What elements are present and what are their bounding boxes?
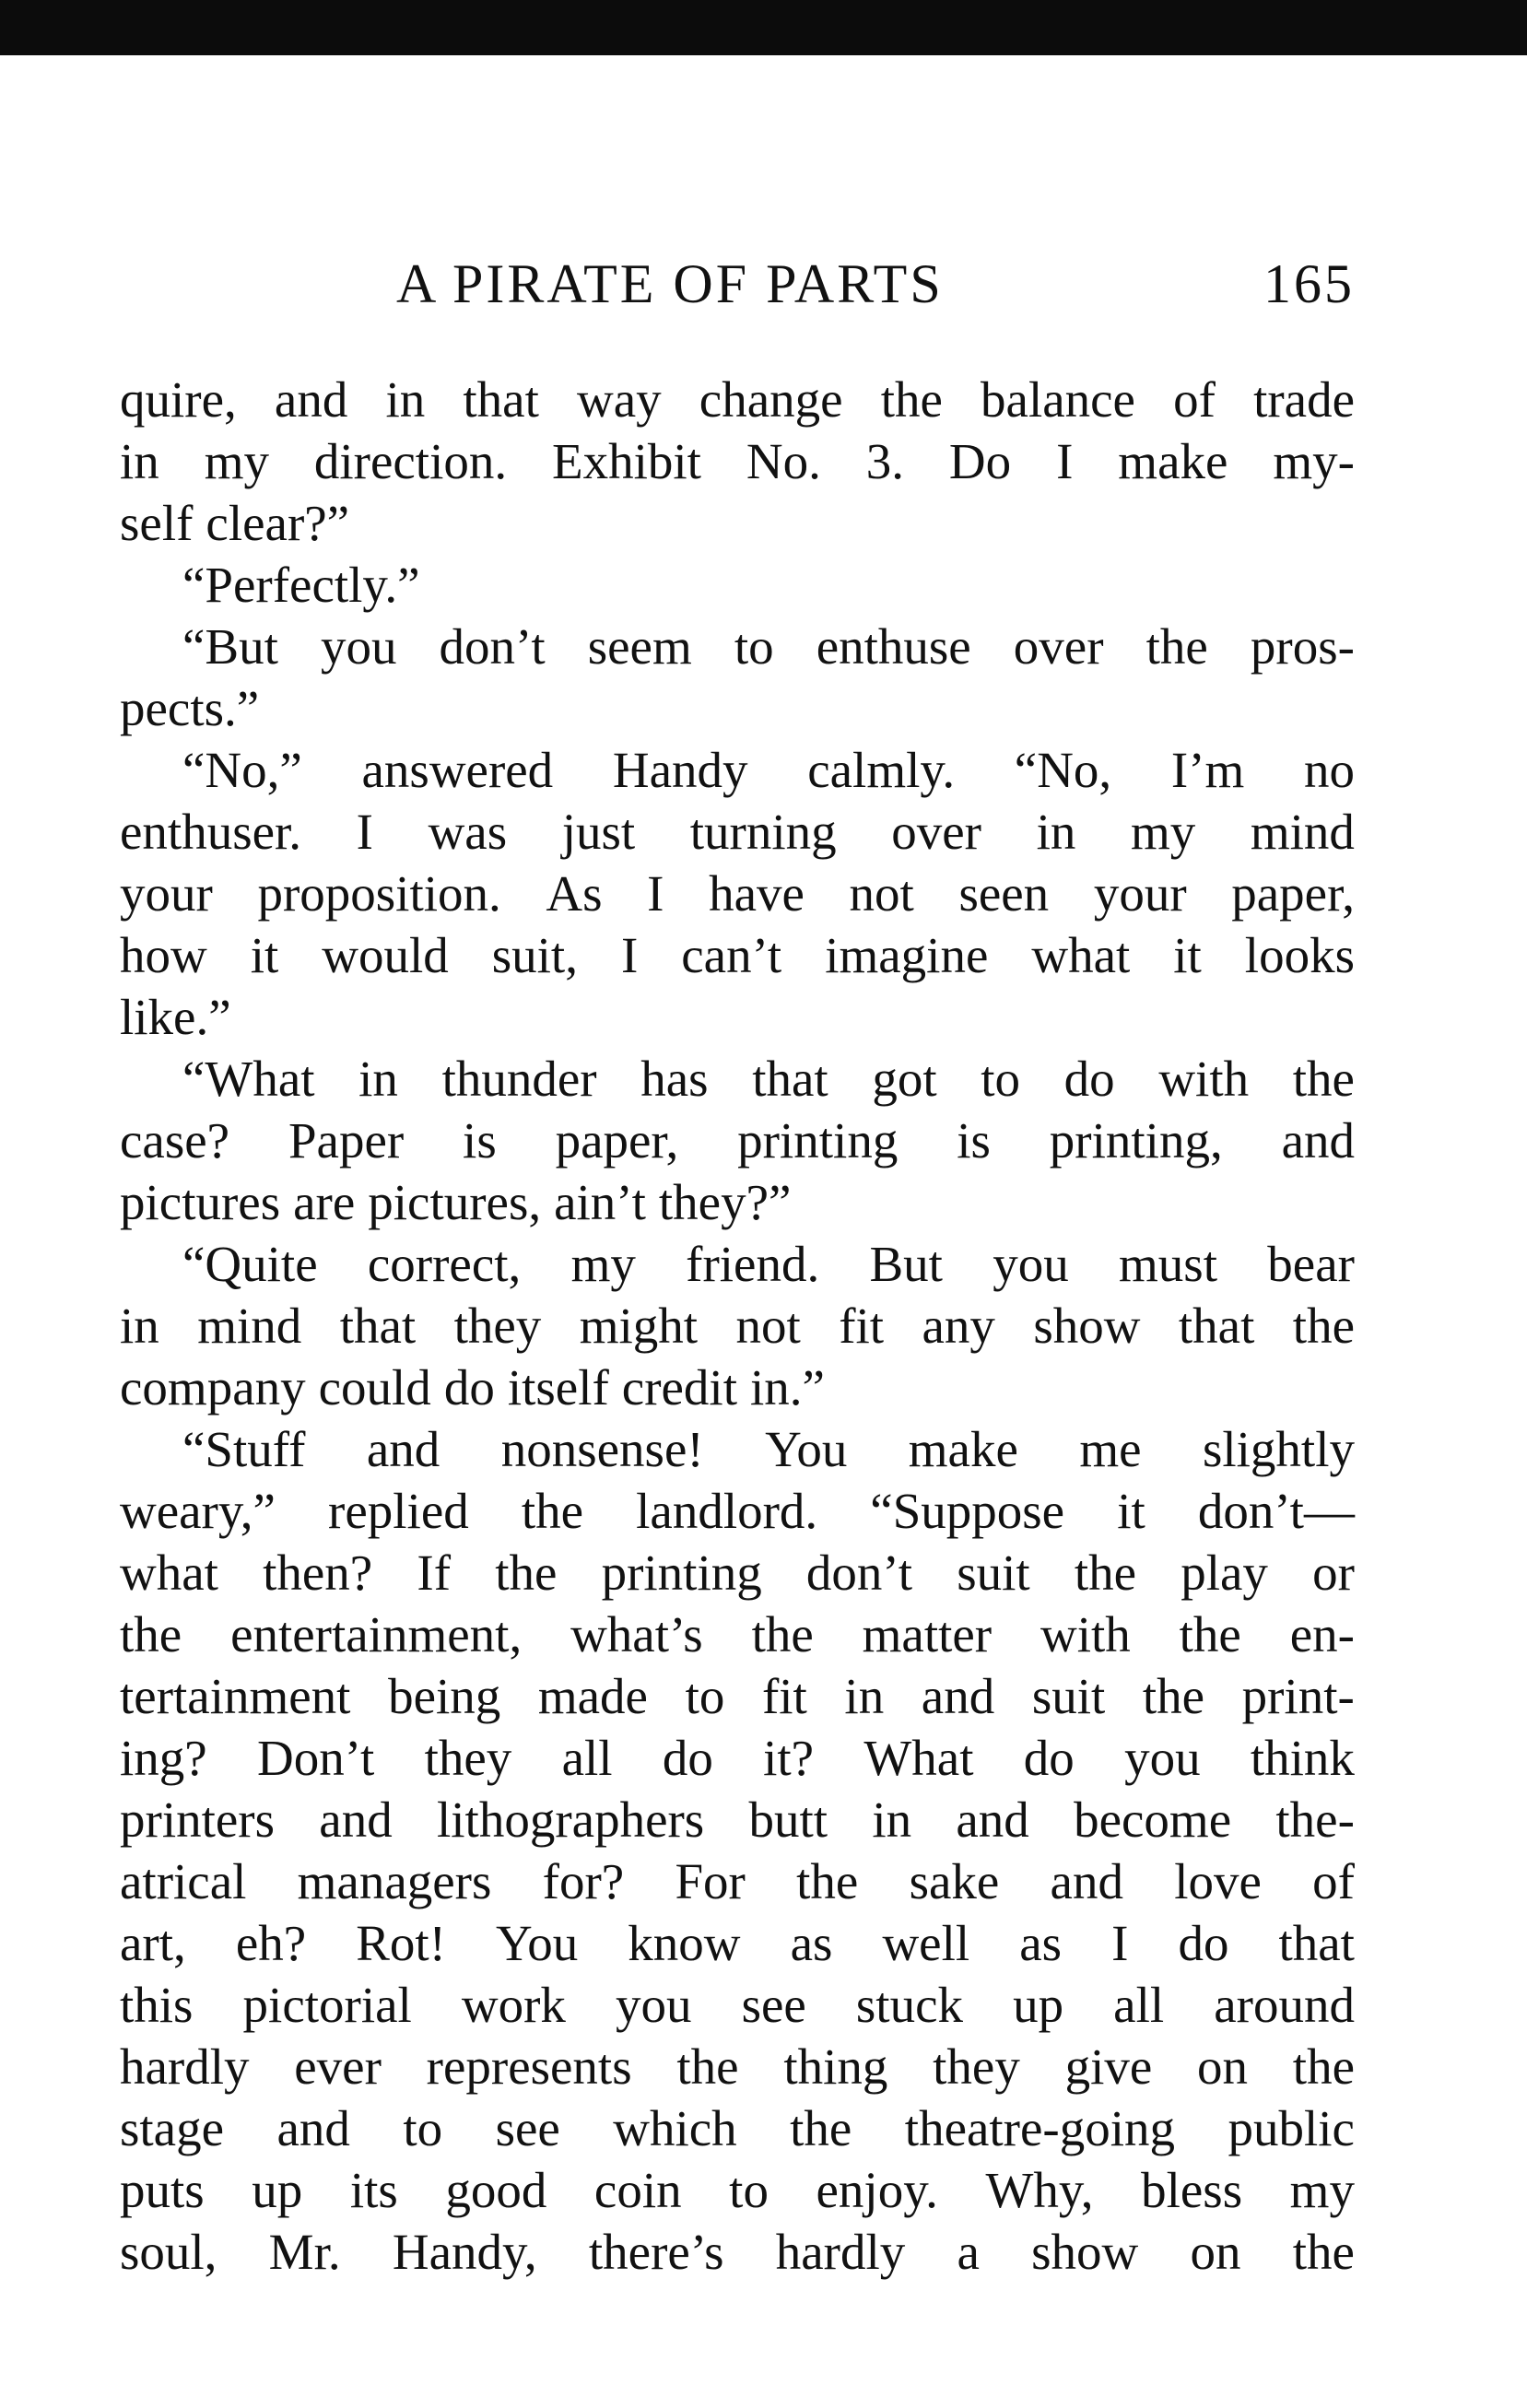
text-line: how it would suit, I can’t imagine what it looks [120, 927, 1355, 983]
text-line: in mind that they might not fit any show that the [120, 1298, 1355, 1354]
text-line: hardly ever represents the thing they give on the [120, 2038, 1355, 2095]
text-line: pictures are pictures, ain’t they?” [120, 1174, 792, 1230]
page-header [120, 247, 1355, 321]
body-text [120, 369, 1355, 2283]
text-line: case? Paper is paper, printing is printing, and [120, 1112, 1355, 1169]
text-line: weary,” replied the landlord. “Suppose it don’t— [120, 1483, 1355, 1539]
text-line: your proposition. As I have not seen your paper, [120, 865, 1355, 922]
text-line: self clear?” [120, 495, 350, 551]
text-line: “Perfectly.” [182, 557, 420, 613]
text-line: the entertainment, what’s the matter with the en- [120, 1606, 1355, 1662]
text-line: this pictorial work you see stuck up all around [120, 1977, 1355, 2033]
text-line: in my direction. Exhibit No. 3. Do I make my- [120, 433, 1355, 489]
text-line: “Quite correct, my friend. But you must bear [182, 1236, 1355, 1292]
text-line: tertainment being made to fit in and suit the print- [120, 1668, 1355, 1724]
page-number: 165 [1263, 253, 1355, 314]
top-border-bar [0, 0, 1527, 55]
running-title: A PIRATE OF PARTS [396, 253, 944, 314]
text-line: quire, and in that way change the balance of trade [120, 371, 1355, 428]
text-line: art, eh? Rot! You know as well as I do that [120, 1915, 1355, 1971]
text-line: “No,” answered Handy calmly. “No, I’m no [182, 742, 1355, 798]
text-line: pects.” [120, 680, 260, 736]
text-line: “What in thunder has that got to do with the [182, 1051, 1355, 1107]
text-line: atrical managers for? For the sake and love of [120, 1853, 1355, 1909]
text-line: “Stuff and nonsense! You make me slightly [182, 1421, 1355, 1477]
text-line: stage and to see which the theatre-going public [120, 2100, 1355, 2156]
text-line: like.” [120, 989, 231, 1045]
text-line: soul, Mr. Handy, there’s hardly a show on the [120, 2224, 1355, 2280]
text-line: what then? If the printing don’t suit the play or [120, 1545, 1355, 1601]
text-line: ing? Don’t they all do it? What do you think [120, 1730, 1355, 1786]
text-line: printers and lithographers butt in and become the- [120, 1791, 1355, 1848]
text-line: puts up its good coin to enjoy. Why, bless my [120, 2162, 1355, 2218]
text-line: “But you don’t seem to enthuse over the pros- [182, 618, 1355, 675]
text-line: enthuser. I was just turning over in my mind [120, 804, 1355, 860]
text-line: company could do itself credit in.” [120, 1359, 825, 1415]
